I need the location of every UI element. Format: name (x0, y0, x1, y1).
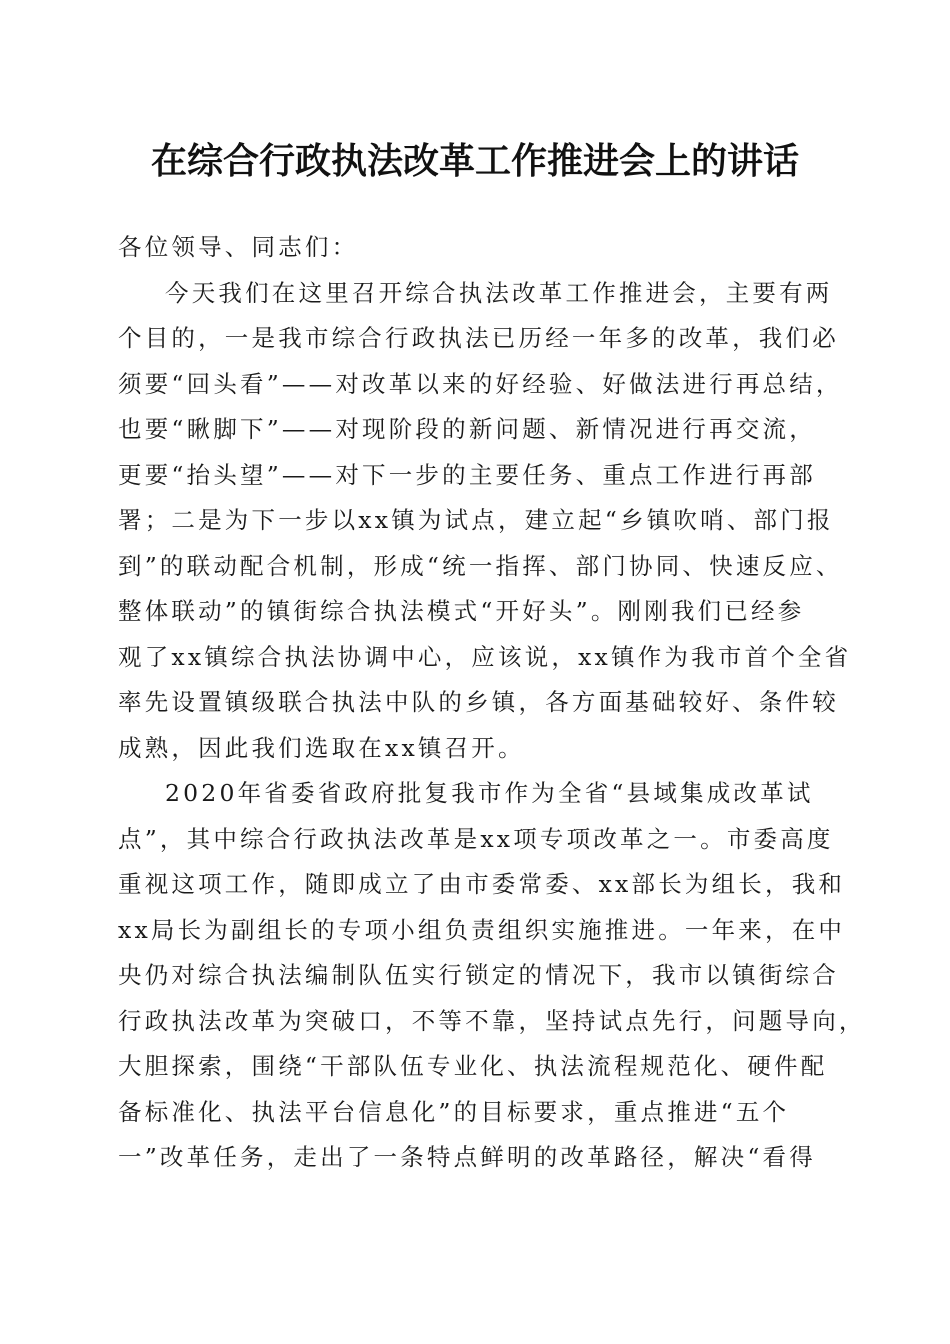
paragraph-line: 今天我们在这里召开综合执法改革工作推进会，主要有两 (165, 278, 833, 307)
paragraph-line: 点”，其中综合行政执法改革是xx项专项改革之一。市委高度 (118, 824, 834, 853)
paragraph-line: xx局长为副组长的专项小组负责组织实施推进。一年来，在中 (118, 915, 846, 944)
paragraph-1 (118, 271, 852, 772)
paragraph-2 (118, 771, 866, 1181)
paragraph-line: 整体联动”的镇街综合执法模式“开好头”。刚刚我们已经参 (118, 597, 805, 625)
paragraph-line: 成熟，因此我们选取在xx镇召开。 (118, 733, 525, 762)
paragraph-line: 观了xx镇综合执法协调中心，应该说，xx镇作为我市首个全省 (118, 642, 852, 671)
document-title: 在综合行政执法改革工作推进会上的讲话 (150, 140, 799, 182)
paragraph-line: 个目的，一是我市综合行政执法已历经一年多的改革，我们必 (118, 324, 839, 352)
paragraph-line: 到”的联动配合机制，形成“统一指挥、部门协同、快速反应、 (118, 551, 843, 580)
paragraph-line: 也要“瞅脚下”——对现阶段的新问题、新情况进行再交流， (118, 415, 816, 443)
paragraph-line: 更要“抬头望”——对下一步的主要任务、重点工作进行再部 (118, 460, 816, 489)
paragraph-line: 行政执法改革为突破口，不等不靠，坚持试点先行，问题导向， (118, 1006, 866, 1035)
paragraph-line: 央仍对综合执法编制队伍实行锁定的情况下，我市以镇街综合 (118, 961, 839, 989)
paragraph-line: 一”改革任务，走出了一条特点鲜明的改革路径，解决“看得 (118, 1143, 816, 1171)
paragraph-line: 大胆探索，围绕“干部队伍专业化、执法流程规范化、硬件配 (118, 1052, 828, 1080)
document-body (118, 225, 866, 1181)
paragraph-line: 重视这项工作，随即成立了由市委常委、xx部长为组长，我和 (118, 870, 846, 898)
paragraph-line: 须要“回头看”——对改革以来的好经验、好做法进行再总结， (118, 369, 843, 398)
salutation: 各位领导、同志们： (118, 233, 359, 261)
paragraph-line: 署；二是为下一步以xx镇为试点，建立起“乡镇吹哨、部门报 (118, 506, 834, 534)
paragraph-line: 2020年省委省政府批复我市作为全省“县域集成改革试 (165, 779, 814, 807)
paragraph-line: 率先设置镇级联合执法中队的乡镇，各方面基础较好、条件较 (118, 688, 839, 716)
paragraph-line: 备标准化、执法平台信息化”的目标要求，重点推进“五个 (118, 1097, 790, 1126)
